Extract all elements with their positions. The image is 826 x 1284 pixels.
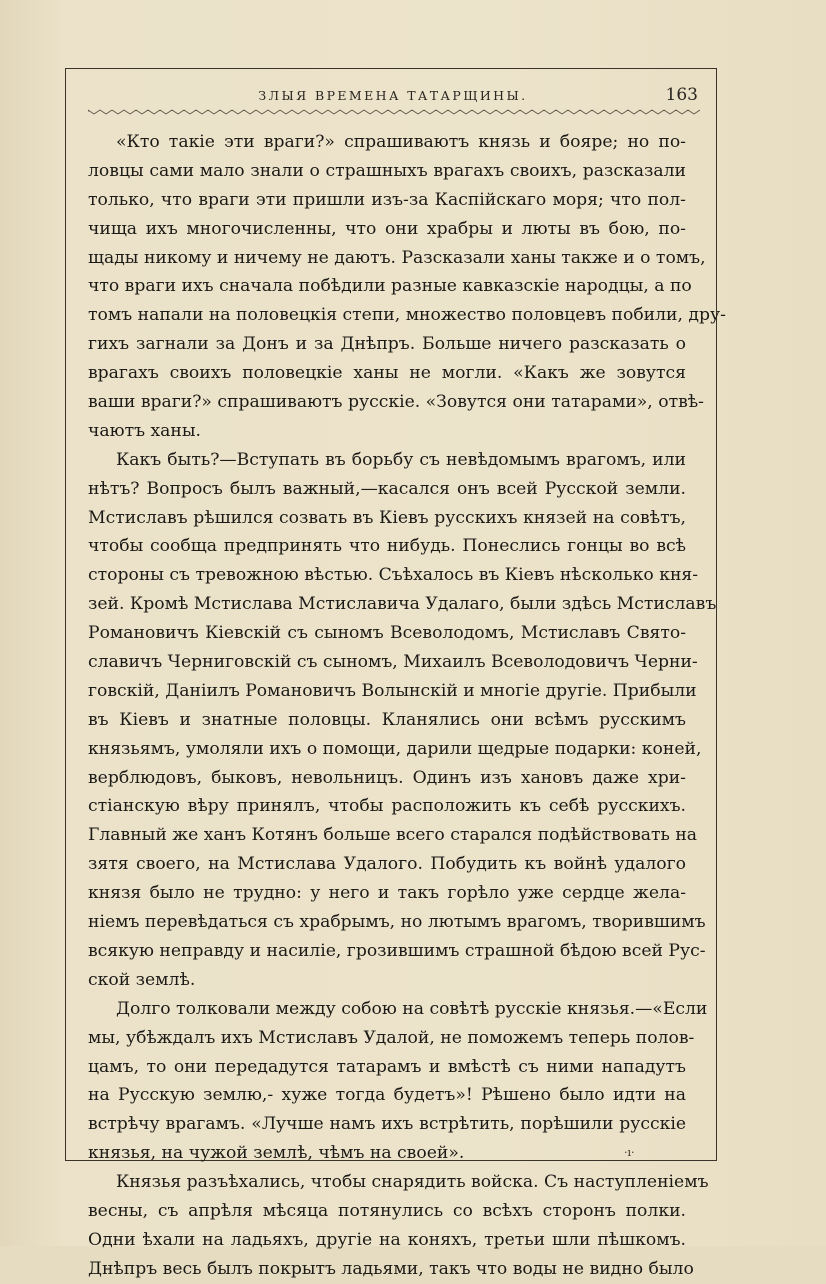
header-wavy-rule xyxy=(88,108,702,116)
text-line: князья, на чужой землѣ, чѣмъ на своей». xyxy=(88,1143,465,1164)
text-line: стороны съ тревожною вѣстью. Съѣхалось въ Кіевъ нѣсколько кня- xyxy=(88,565,699,586)
text-line: зей. Кромѣ Мстислава Мстиславича Удалаго, были здѣсь Мстиславъ xyxy=(88,594,717,615)
text-line: въ Кіевъ и знатные половцы. Кланялись они всѣмъ русскимъ xyxy=(88,709,686,730)
text-line: чища ихъ многочисленны, что они храбры и люты въ бою, по- xyxy=(88,218,686,239)
text-line: цамъ, то они передадутся татарамъ и вмѣстѣ съ ними нападутъ xyxy=(88,1056,686,1077)
text-line: Одни ѣхали на ладьяхъ, другіе на коняхъ, третьи шли пѣшкомъ. xyxy=(88,1229,686,1250)
text-line: что враги ихъ сначала побѣдили разные кавказскіе народцы, а по xyxy=(88,276,692,297)
text-line: весны, съ апрѣля мѣсяца потянулись со всѣхъ сторонъ полки. xyxy=(88,1200,686,1221)
text-line: ваши враги?» спрашиваютъ русскіе. «Зовутся они татарами», отвѣ- xyxy=(88,392,704,413)
text-line: зятя своего, на Мстислава Удалого. Побудить къ войнѣ удалого xyxy=(88,854,686,875)
page-mark: ·ı· xyxy=(624,1146,635,1159)
body-text xyxy=(88,128,726,1284)
text-line: мы, убѣждалъ ихъ Мстиславъ Удалой, не поможемъ теперь полов- xyxy=(88,1027,695,1048)
text-line: славичъ Черниговскій съ сыномъ, Михаилъ Всеволодовичъ Черни- xyxy=(88,652,698,673)
text-line: чаютъ ханы. xyxy=(88,420,202,441)
text-line: нѣтъ? Вопросъ былъ важный,—касался онъ всей Русской земли. xyxy=(88,478,686,499)
text-line: на Русскую землю,- хуже тогда будетъ»! Рѣшено было идти на xyxy=(88,1085,686,1106)
text-line: ніемъ перевѣдаться съ храбрымъ, но лютымъ врагомъ, творившимъ xyxy=(88,912,706,933)
text-line: ловцы сами мало знали о страшныхъ врагахъ своихъ, разсказали xyxy=(88,160,686,181)
text-line: врагахъ своихъ половецкіе ханы не могли. «Какъ же зовутся xyxy=(88,363,686,384)
text-line: щады никому и ничему не даютъ. Разсказали ханы также и о томъ, xyxy=(88,247,706,268)
text-line: всякую неправду и насиліе, грозившимъ страшной бѣдою всей Рус- xyxy=(88,940,706,961)
text-line: говскій, Даніилъ Романовичъ Волынскій и многіе другіе. Прибыли xyxy=(88,680,697,701)
text-line: князьямъ, умоляли ихъ о помощи, дарили щедрые подарки: коней, xyxy=(88,738,702,759)
page-frame-left xyxy=(65,68,66,1160)
page-frame-top xyxy=(65,68,717,69)
text-line: князя было не трудно: у него и такъ горѣло уже сердце жела- xyxy=(88,883,686,904)
page-number: 163 xyxy=(665,85,698,105)
text-line: Князья разъѣхались, чтобы снарядить войска. Съ наступленіемъ xyxy=(116,1172,709,1193)
text-line: ской землѣ. xyxy=(88,969,196,990)
text-line: Какъ быть?—Вступать въ борьбу съ невѣдомымъ врагомъ, или xyxy=(116,449,686,470)
text-line: стіанскую вѣру принялъ, чтобы расположить къ себѣ русскихъ. xyxy=(88,796,686,817)
text-line: только, что враги эти пришли изъ-за Каспійскаго моря; что пол- xyxy=(88,189,686,210)
text-line: верблюдовъ, быковъ, невольницъ. Одинъ изъ хановъ даже хри- xyxy=(88,767,686,788)
text-line: Главный же ханъ Котянъ больше всего старался подѣйствовать на xyxy=(88,825,698,846)
text-line: Долго толковали между собою на совѣтѣ русскіе князья.—«Если xyxy=(116,998,708,1019)
text-line: Романовичъ Кіевскій съ сыномъ Всеволодомъ, Мстиславъ Свято- xyxy=(88,623,686,644)
text-line: томъ напали на половецкія степи, множество половцевъ побили, дру- xyxy=(88,305,726,326)
text-line: чтобы сообща предпринять что нибудь. Понеслись гонцы во всѣ xyxy=(88,536,686,557)
running-title: ЗЛЫЯ ВРЕМЕНА ТАТАРЩИНЫ. xyxy=(258,88,528,103)
text-line: гихъ загнали за Донъ и за Днѣпръ. Больше ничего разсказать о xyxy=(88,334,686,355)
text-line: «Кто такіе эти враги?» спрашиваютъ князь и бояре; но по- xyxy=(116,132,686,152)
text-line: Мстиславъ рѣшился созвать въ Кіевъ русскихъ князей на совѣтъ, xyxy=(88,507,686,528)
page-frame-right xyxy=(716,68,717,1160)
text-line: Днѣпръ весь былъ покрытъ ладьями, такъ что воды не видно было xyxy=(88,1258,694,1279)
running-head xyxy=(88,86,698,108)
text-line: встрѣчу врагамъ. «Лучше намъ ихъ встрѣтить, порѣшили русскіе xyxy=(88,1114,686,1135)
